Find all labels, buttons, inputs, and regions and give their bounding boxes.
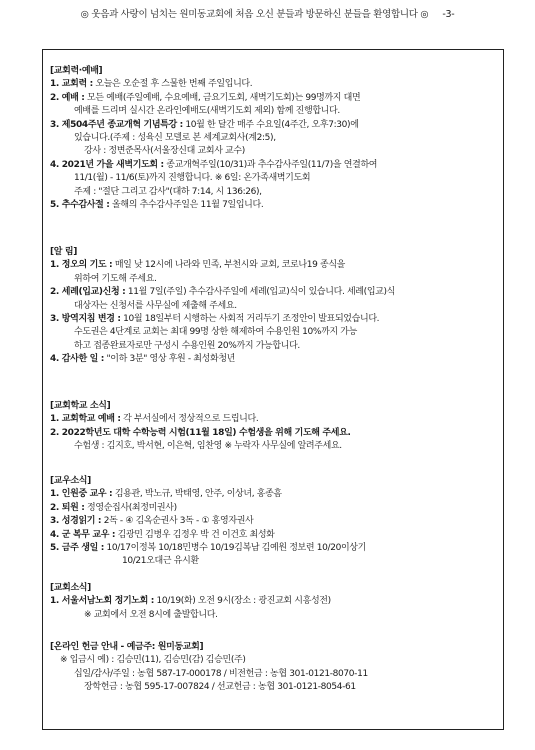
list-item-cont: 있습니다.(주제 : 성육신 모델로 본 세계교회사(계2:5), bbox=[74, 133, 276, 144]
section-title: [교회소식] bbox=[50, 583, 91, 593]
section-calendar bbox=[50, 65, 377, 212]
list-item-cont: 대상자는 신청서를 사무실에 제출해 주세요. bbox=[74, 300, 237, 311]
section-title: [교우소식] bbox=[50, 476, 91, 486]
list-item: 1. 서울서남노회 정기노회 : 10/19(화) 오전 9시(장소 : 광진교회 시흥성전) bbox=[50, 596, 331, 607]
list-item-cont: ※ 교회에서 오전 8시에 출발합니다. bbox=[84, 609, 218, 620]
list-item-cont: 주제 : "절단 그리고 감사"(대하 7:14, 시 136:26), bbox=[74, 186, 262, 197]
page-number: -3- bbox=[442, 9, 455, 20]
section-members bbox=[50, 475, 366, 569]
list-item: 3. 방역지침 변경 : 10월 18일부터 시행하는 사회적 거리두기 조정안이 발표되었습니다. bbox=[50, 314, 380, 325]
list-item: 2. 세례(입교)신청 : 11월 7일(주일) 추수감사주일에 세례(입교)식이 있습니다. 세례(입교)식 bbox=[50, 287, 396, 298]
section-title: [온라인 헌금 안내 - 예금주: 원미동교회] bbox=[50, 642, 204, 652]
list-item: 2. 예배 : 모든 예배(주일예배, 수요예배, 금요기도회, 새벽기도회)는 99명까지 대면 bbox=[50, 92, 361, 103]
section-presbytery bbox=[50, 582, 331, 622]
list-item: 1. 교회학교 예배 : 각 부서실에서 정상적으로 드립니다. bbox=[50, 414, 259, 425]
list-item: 4. 군 복무 교우 : 김광민 김병우 김정우 박 건 이건호 최성화 bbox=[50, 529, 275, 540]
list-item: 4. 감사한 일 : "이하 3분" 영상 후원 - 최성화청년 bbox=[50, 354, 236, 365]
section-offering bbox=[50, 641, 368, 695]
list-item: 3. 성경읽기 : 2독 - ④ 김옥순권사 3독 - ① 홍영자권사 bbox=[50, 516, 254, 527]
list-item: 1. 인원중 교우 : 김용관, 박노규, 박태영, 안주, 이상녀, 홍종흠 bbox=[50, 489, 282, 500]
offering-account: 장학헌금 : 농협 595-17-007824 / 선교헌금 : 농협 301-0121-8054-61 bbox=[84, 682, 356, 693]
list-item: 3. 제504주년 종교개혁 기념특강 : 10월 한 달간 매주 수요일(4주간, 오후7:30)에 bbox=[50, 119, 359, 130]
page-header bbox=[0, 6, 535, 20]
offering-example: ※ 입금시 예) : 김승민(11), 김승민(감) 김승민(주) bbox=[60, 655, 246, 666]
offering-account: 십일/감사/주일 : 농협 587-17-000178 / 비전헌금 : 농협 301-0121-8070-11 bbox=[74, 668, 368, 679]
list-item-cont: 수도권은 4단계로 교회는 최대 99명 상한 해제하여 수용인원 10%까지 가능 bbox=[74, 327, 357, 338]
list-item: 5. 금주 생일 : 10/17이정복 10/18민병수 10/19김복남 김예원 정보련 10/20이상기 bbox=[50, 543, 366, 554]
section-title: [교회학교 소식] bbox=[50, 401, 111, 411]
list-item: 2. 퇴원 : 정영순집사(최정미권사) bbox=[50, 502, 177, 513]
list-item-cont: 10/21오대근 유시환 bbox=[122, 556, 199, 567]
welcome-text: ◎ 웃음과 사랑이 넘치는 원미동교회에 처음 오신 분들과 방문하신 분들을 환영합니다 ◎ bbox=[80, 9, 429, 20]
section-title: [교회력·예배] bbox=[50, 66, 103, 76]
list-item: 4. 2021년 가을 새벽기도회 : 종교개혁주일(10/31)과 추수감사주일(11/7)을 연결하여 bbox=[50, 159, 378, 170]
list-item-cont: 강사 : 정변준목사(서울장신대 교회사 교수) bbox=[84, 146, 245, 157]
list-item-cont: 하고 접종완료자로만 구성시 수용인원 20%까지 가능합니다. bbox=[74, 340, 300, 351]
section-notice bbox=[50, 246, 395, 367]
list-item-cont: 위하여 기도해 주세요. bbox=[74, 273, 157, 284]
list-item: 1. 정오의 기도 : 매일 낮 12시에 나라와 민족, 부천시와 교회, 코로나19 종식을 bbox=[50, 260, 346, 271]
list-item: 2. 2022학년도 대학 수학능력 시험(11월 18일) 수험생을 위해 기도해 주세요. bbox=[50, 427, 351, 438]
section-school bbox=[50, 400, 351, 454]
list-item-cont: 11/1(월) - 11/6(토)까지 진행합니다. ※ 6일: 온가족새벽기도회 bbox=[74, 173, 311, 184]
section-title: [알 림] bbox=[50, 247, 77, 257]
list-item: 1. 교회력 : 오늘은 오순절 후 스물한 번째 주일입니다. bbox=[50, 79, 253, 90]
list-item: 5. 추수감사절 : 올해의 추수감사주일은 11월 7일입니다. bbox=[50, 200, 264, 211]
list-item-cont: 예배를 드리며 실시간 온라인예배도(새벽기도회 제외) 함께 진행합니다. bbox=[74, 106, 340, 117]
list-item-cont: 수험생 : 김지호, 박서현, 이은혁, 임찬영 ※ 누락자 사무실에 알려주세요. bbox=[74, 441, 342, 452]
